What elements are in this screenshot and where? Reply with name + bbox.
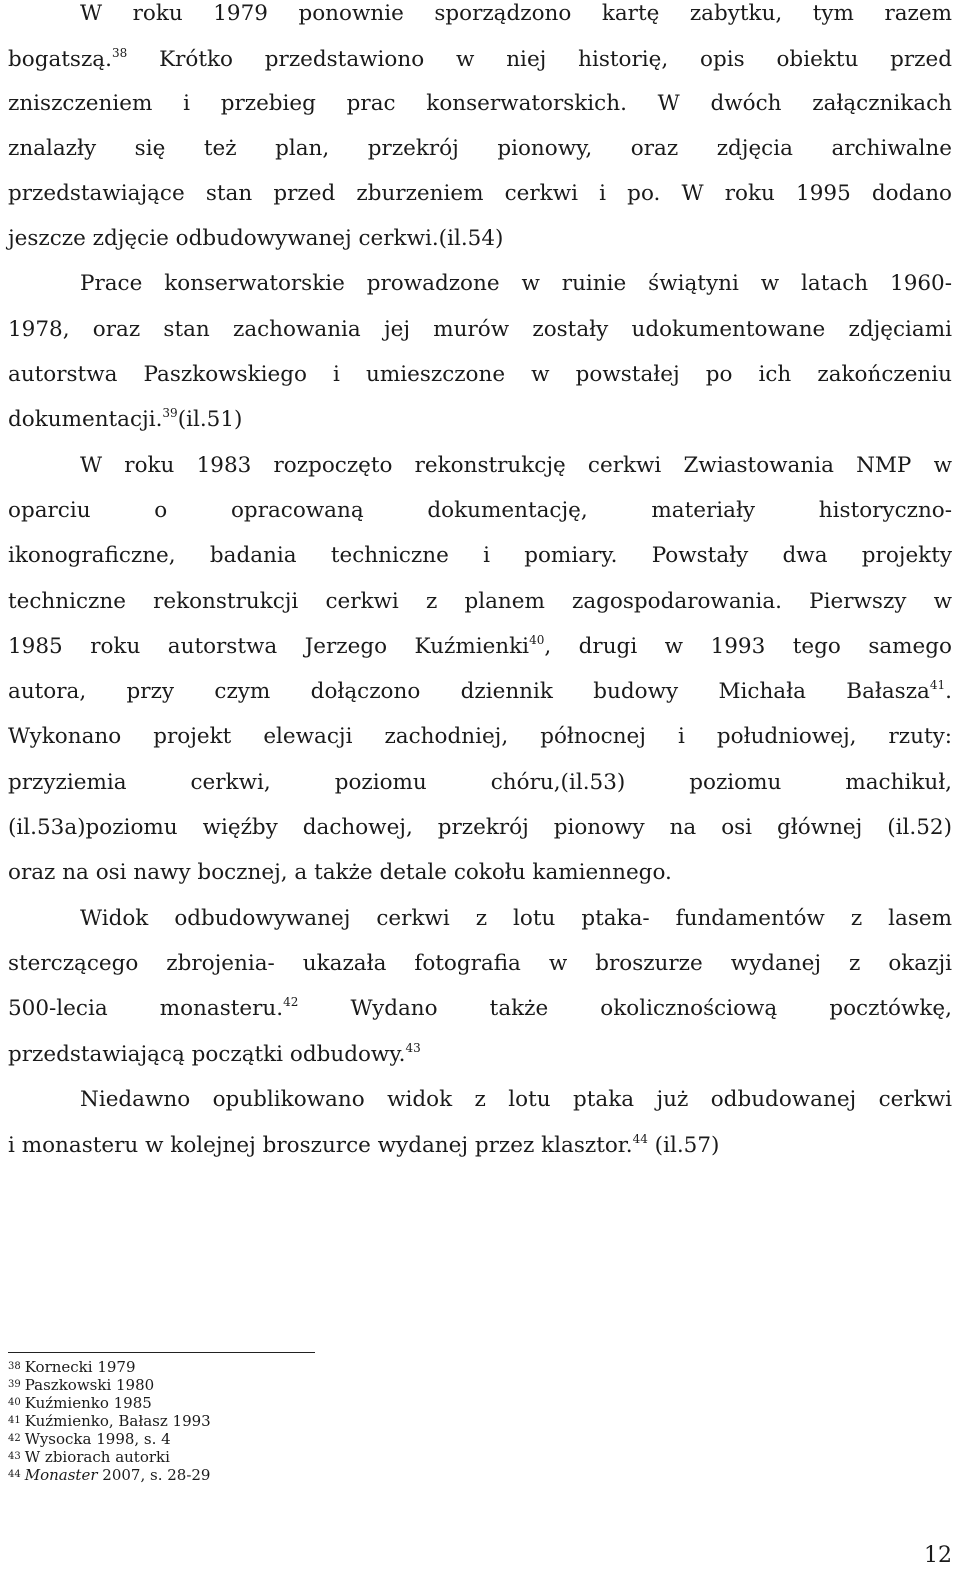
body-line: przyziemia cerkwi, poziomu chóru,(il.53) poziomu machikuł, bbox=[8, 770, 952, 795]
footnote: $^{39}$ Paszkowski 1980 bbox=[8, 1376, 155, 1394]
body-line: ikonograficzne, badania techniczne i pomiary. Powstały dwa projekty bbox=[8, 543, 952, 568]
body-line: 500-lecia monasteru.$^{42}$ Wydano także okolicznościową pocztówkę, bbox=[8, 995, 952, 1021]
body-line: 1985 roku autorstwa Jerzego Kuźmienki$^{40}$, drugi w 1993 tego samego bbox=[8, 633, 952, 659]
body-line: oparciu o opracowaną dokumentację, materiały historyczno- bbox=[8, 498, 952, 523]
body-line: autora, przy czym dołączono dziennik budowy Michała Bałasza$^{41}$. bbox=[8, 678, 952, 704]
footnote-ref: 38 bbox=[111, 46, 128, 60]
body-line: Wykonano projekt elewacji zachodniej, północnej i południowej, rzuty: bbox=[8, 724, 952, 749]
body-line: (il.53a)poziomu więźby dachowej, przekrój pionowy na osi głównej (il.52) bbox=[8, 815, 952, 840]
body-line: przedstawiającą początki odbudowy.$^{43}$ bbox=[8, 1041, 421, 1067]
footnote-ref: 42 bbox=[283, 995, 299, 1009]
footnote: $^{44}$ Monaster 2007, s. 28-29 bbox=[8, 1466, 211, 1484]
footnote: $^{42}$ Wysocka 1998, s. 4 bbox=[8, 1430, 171, 1448]
body-line: przedstawiające stan przed zburzeniem cerkwi i po. W roku 1995 dodano bbox=[8, 181, 952, 206]
body-line: bogatszą.$^{38}$ Krótko przedstawiono w niej historię, opis obiektu przed bbox=[8, 46, 952, 72]
body-line: i monasteru w kolejnej broszurce wydanej przez klasztor.$^{44}$ (il.57) bbox=[8, 1132, 720, 1158]
body-line: Widok odbudowywanej cerkwi z lotu ptaka- fundamentów z lasem bbox=[80, 906, 952, 931]
body-line: dokumentacji.$^{39}$(il.51) bbox=[8, 406, 243, 432]
footnote-ref: 43 bbox=[405, 1041, 421, 1055]
body-line: W roku 1983 rozpoczęto rekonstrukcję cerkwi Zwiastowania NMP w bbox=[80, 453, 952, 478]
footnote-ref: 44 bbox=[632, 1132, 648, 1146]
body-line: Prace konserwatorskie prowadzone w ruinie świątyni w latach 1960- bbox=[80, 271, 952, 296]
body-line: sterczącego zbrojenia- ukazała fotografia w broszurze wydanej z okazji bbox=[8, 951, 952, 976]
body-line: znalazły się też plan, przekrój pionowy, oraz zdjęcia archiwalne bbox=[8, 136, 952, 161]
body-line: jeszcze zdjęcie odbudowywanej cerkwi.(il.54) bbox=[8, 226, 504, 251]
footnote: $^{43}$ W zbiorach autorki bbox=[8, 1448, 170, 1466]
footnote-ref: 39 bbox=[162, 406, 178, 420]
footnote-ref: 40 bbox=[529, 633, 545, 647]
footnote-separator bbox=[8, 1352, 315, 1353]
body-line: autorstwa Paszkowskiego i umieszczone w powstałej po ich zakończeniu bbox=[8, 362, 952, 387]
footnote-ref: 41 bbox=[929, 678, 946, 692]
footnote: $^{41}$ Kuźmienko, Bałasz 1993 bbox=[8, 1412, 211, 1430]
footnote: $^{38}$ Kornecki 1979 bbox=[8, 1358, 136, 1376]
page-number: 12 bbox=[924, 1543, 952, 1568]
body-line: 1978, oraz stan zachowania jej murów zostały udokumentowane zdjęciami bbox=[8, 317, 952, 342]
footnote: $^{40}$ Kuźmienko 1985 bbox=[8, 1394, 152, 1412]
body-line: techniczne rekonstrukcji cerkwi z planem zagospodarowania. Pierwszy w bbox=[8, 589, 952, 614]
body-line: W roku 1979 ponownie sporządzono kartę zabytku, tym razem bbox=[80, 1, 952, 26]
body-line: Niedawno opublikowano widok z lotu ptaka już odbudowanej cerkwi bbox=[80, 1087, 952, 1112]
body-line: zniszczeniem i przebieg prac konserwatorskich. W dwóch załącznikach bbox=[8, 91, 952, 116]
body-line: oraz na osi nawy bocznej, a także detale cokołu kamiennego. bbox=[8, 860, 672, 885]
